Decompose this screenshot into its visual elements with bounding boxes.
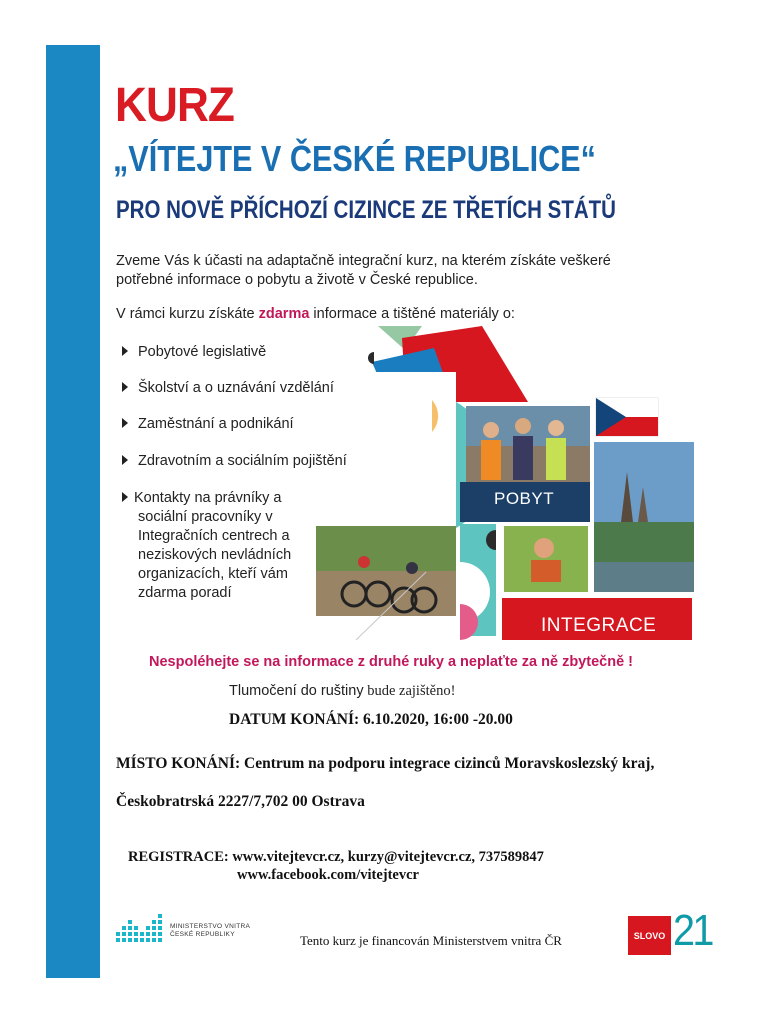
worker-head <box>548 420 564 436</box>
prague-river <box>594 562 694 592</box>
event-address: Českobratrská 2227/7,702 00 Ostrava <box>116 793 365 810</box>
family-body <box>531 560 561 582</box>
pobyt-label: POBYT <box>494 489 555 508</box>
worker-vest <box>513 436 533 480</box>
event-venue: MÍSTO KONÁNÍ: Centrum na podporu integrace cizinců Moravskoslezský kraj, <box>116 755 655 772</box>
page-title: KURZ <box>115 79 234 132</box>
family-head <box>534 538 554 558</box>
warning-text: Nespoléhejte se na informace z druhé ruky a neplaťte za ně zbytečně ! <box>149 654 633 670</box>
family-photo <box>504 526 588 592</box>
worker-head <box>515 418 531 434</box>
list-item-label: Zaměstnání a podnikání <box>138 416 294 432</box>
worker-vest <box>481 440 501 480</box>
list-item-label: Školství a o uznávání vzdělání <box>138 380 334 396</box>
slovo-logo-number: 21 <box>673 906 712 955</box>
ministry-logo-text <box>170 923 250 939</box>
list-item-label-cont: sociální pracovníky v Integračních centrech a neziskových nevládních organizacích, kteří vám zdarma poradí <box>138 509 292 601</box>
bullet-arrow-icon <box>122 418 128 428</box>
integrace-label: INTEGRACE <box>541 615 657 636</box>
collage-graphic <box>316 322 696 642</box>
cyclist-helmet <box>358 556 370 568</box>
list-item <box>122 453 347 469</box>
list-item-label: Pobytové legislativě <box>138 344 267 360</box>
cyclist-helmet <box>406 562 418 574</box>
bullet-arrow-icon <box>122 382 128 392</box>
lead-before: V rámci kurzu získáte <box>116 306 259 322</box>
bike-photo-trees <box>316 526 456 571</box>
slovo-logo-box: SLOVO <box>628 916 671 955</box>
list-item <box>122 344 266 360</box>
dark-half-circle-shape <box>368 352 374 364</box>
lead-accent: zdarma <box>258 306 310 322</box>
ministry-line-2: ČESKÉ REPUBLIKY <box>170 931 235 938</box>
ministry-line-1: MINISTERSTVO VNITRA <box>170 923 251 930</box>
financed-note: Tento kurz je financován Ministerstvem vnitra ČR <box>300 933 562 948</box>
interpretation-note <box>229 683 455 700</box>
lead-text <box>116 306 515 322</box>
side-bar <box>46 45 100 978</box>
lead-after: informace a tištěné materiály o: <box>309 306 515 322</box>
facebook-link: www.facebook.com/vitejtevcr <box>237 867 419 883</box>
interp-serif: bude zajištěno! <box>363 683 456 699</box>
bullet-arrow-icon <box>122 492 128 502</box>
worker-head <box>483 422 499 438</box>
ministry-logo-icon <box>116 912 166 946</box>
event-date: DATUM KONÁNÍ: 6.10.2020, 16:00 -20.00 <box>229 711 513 728</box>
page-subtitle: „VÍTEJTE V ČESKÉ REPUBLICE“ <box>113 138 596 179</box>
list-item-label: Kontakty na právníky a <box>134 490 282 506</box>
list-item-label: Zdravotním a sociálním pojištění <box>138 453 347 469</box>
page-subtitle-2: PRO NOVĚ PŘÍCHOZÍ CIZINCE ZE TŘETÍCH STÁTŮ <box>116 196 616 224</box>
interp-sans: Tlumočení do ruštiny <box>229 683 364 699</box>
worker-vest <box>546 438 566 480</box>
white-shape <box>374 372 456 529</box>
list-item <box>122 380 334 396</box>
registration-info: REGISTRACE: www.vitejtevcr.cz, kurzy@vitejtevcr.cz, 737589847 <box>128 849 544 865</box>
bullet-arrow-icon <box>122 346 128 356</box>
bullet-arrow-icon <box>122 455 128 465</box>
list-item <box>122 416 294 432</box>
intro-text: Zveme Vás k účasti na adaptačně integrační kurz, na kterém získáte veškeré potřebné informace o pobytu a životě v České republice. <box>116 253 611 288</box>
list-item <box>122 489 332 603</box>
